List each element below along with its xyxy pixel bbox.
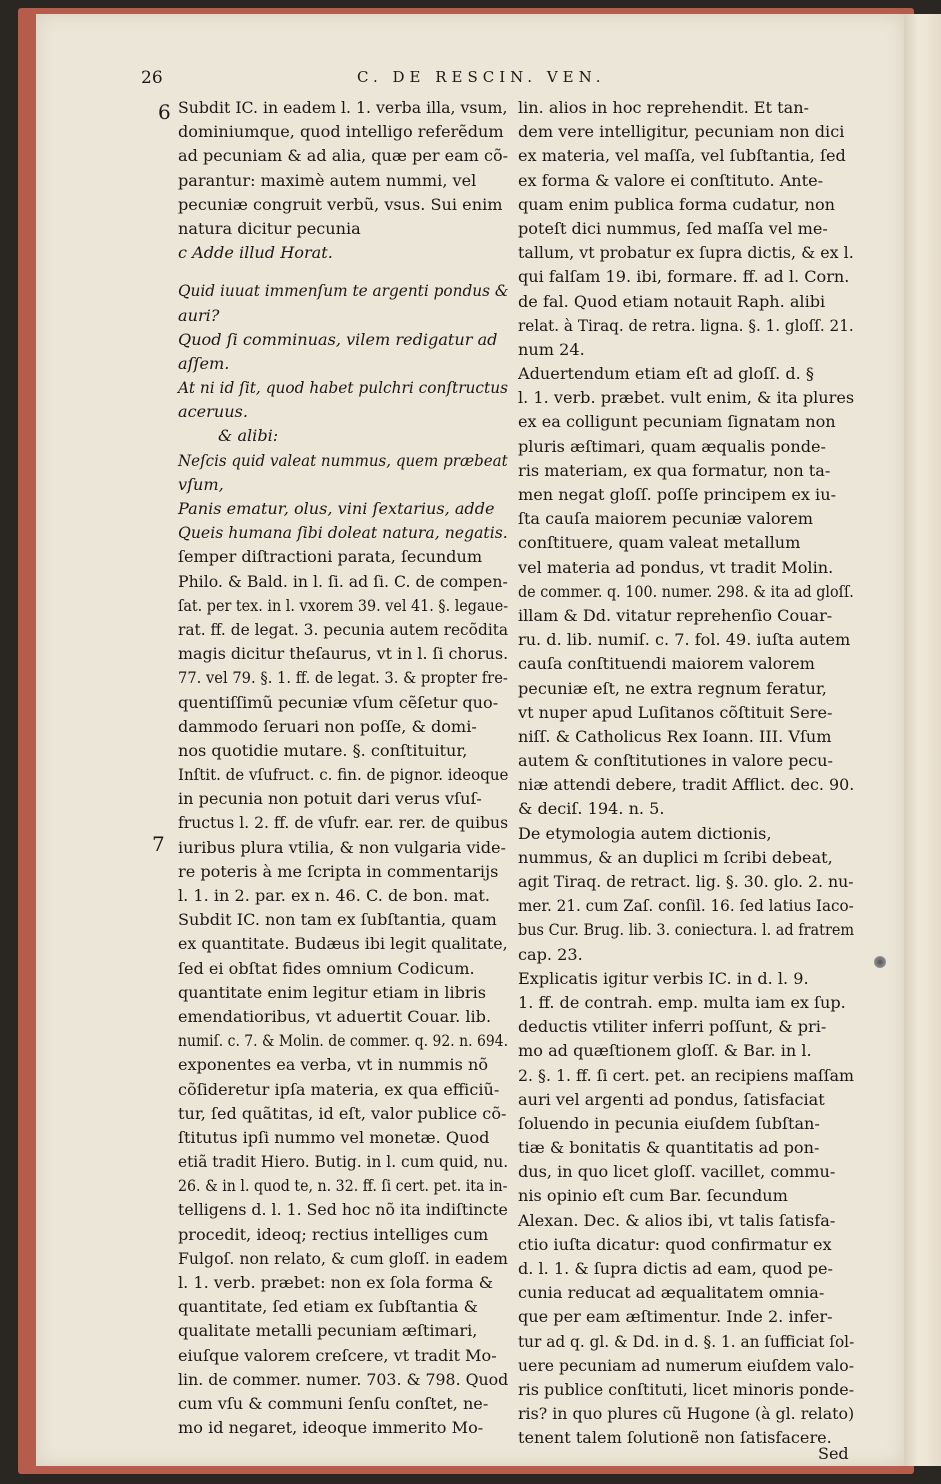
text-line: parantur: maximè autem nummi, vel — [178, 170, 477, 190]
text-line: cap. 23. — [518, 944, 583, 964]
text-line: ex ea colligunt pecuniam ſignatam non — [518, 412, 836, 432]
text-line: pecuniæ congruit verbũ, vsus. Sui enim — [178, 194, 503, 214]
text-line: l. 1. verb. præbet: non ex ſola forma & — [178, 1273, 494, 1292]
text-line: l. 1. in 2. par. ex n. 46. C. de bon. mat. — [178, 886, 490, 905]
text-line: Panis ematur, olus, vini ſextarius, adde — [178, 499, 495, 518]
text-line: rat. ff. de legat. 3. pecunia autem recõdita — [178, 619, 509, 639]
text-line: tur ad q. gl. & Dd. in d. §. 1. an ſufficiat ſol- — [518, 1331, 855, 1351]
paragraph-number-6: 6 — [158, 100, 171, 124]
facing-page-edge — [904, 14, 941, 1466]
text-line: deductis vtiliter inferri poſſunt, & pri- — [518, 1017, 827, 1037]
text-line: que per eam æſtimentur. Inde 2. infer- — [518, 1307, 833, 1327]
text-line: autem & conſtitutiones in valore pecu- — [518, 751, 833, 771]
text-line: illam & Dd. vitatur reprehenſio Couar- — [518, 605, 833, 625]
text-line: ſta cauſa maiorem pecuniæ valorem — [518, 509, 814, 529]
text-line: quentiſſimũ pecuniæ vſum cẽſetur quo- — [178, 692, 499, 712]
text-line: aſſem. — [178, 353, 230, 373]
text-line: iuribus plura vtilia, & non vulgaria vide- — [178, 837, 506, 857]
text-line: dem vere intelligitur, pecuniam non dici — [518, 122, 845, 142]
text-line: Quod ſi comminuas, vilem redigatur ad — [178, 329, 498, 349]
text-line: lin. de commer. numer. 703. & 798. Quod — [178, 1369, 509, 1389]
text-line: Philo. & Bald. in l. ſi. ad ſi. C. de compen- — [178, 571, 508, 591]
text-line: quantitate, ſed etiam ex ſubſtantia & — [178, 1297, 478, 1317]
text-line: 26. & in l. quod te, n. 32. ff. ſi cert. pet. ita in- — [178, 1176, 508, 1196]
text-line: num 24. — [518, 339, 585, 359]
text-line: exponentes ea verba, vt in nummis nõ — [178, 1055, 489, 1075]
catchword: Sed — [818, 1444, 849, 1463]
text-line: Inſtit. de vſufruct. c. fin. de pignor. ideoque — [178, 765, 509, 785]
text-line: uere pecuniam ad numerum eiuſdem valo- — [518, 1355, 855, 1375]
text-line: nos quotidie mutare. §. conſtituitur, — [178, 740, 468, 760]
text-line: lin. alios in hoc reprehendit. Et tan- — [518, 98, 809, 117]
text-line: numiſ. c. 7. & Molin. de commer. q. 92. n. 694. — [178, 1031, 509, 1051]
text-line: telligens d. l. 1. Sed hoc nõ ita indiſtincte — [178, 1200, 508, 1220]
text-line: fructus l. 2. ff. de vſufr. ear. rer. de quibus — [178, 813, 509, 833]
text-line: c Adde illud Horat. — [178, 243, 333, 263]
right-column — [518, 96, 854, 1451]
text-line: l. 1. verb. præbet. vult enim, & ita plures — [518, 388, 855, 408]
text-line: d. l. 1. & ſupra dictis ad eam, quod pe- — [518, 1259, 833, 1278]
text-line: qualitate metalli pecuniam æſtimari, — [178, 1321, 478, 1341]
text-line: men negat gloſſ. poſſe principem ex iu- — [518, 485, 837, 504]
text-line: de fal. Quod etiam notauit Raph. alibi — [518, 291, 826, 311]
text-line: ſoluendo in pecunia eiuſdem ſubſtan- — [518, 1113, 820, 1133]
text-line: cauſa conſtituendi maiorem valorem — [518, 654, 815, 674]
text-line: tiæ & bonitatis & quantitatis ad pon- — [518, 1138, 820, 1158]
text-line: 77. vel 79. §. 1. ff. de legat. 3. & propter fre- — [178, 668, 508, 688]
text-line: dammodo ſeruari non poſſe, & domi- — [178, 716, 477, 736]
text-line: & deciſ. 194. n. 5. — [518, 799, 665, 819]
paragraph-number-7: 7 — [152, 832, 165, 856]
text-line: Aduertendum etiam eſt ad gloſſ. d. § — [518, 364, 814, 384]
text-line: nummus, & an duplici m ſcribi debeat, — [518, 847, 833, 867]
text-line: nis opinio eſt cum Bar. ſecundum — [518, 1186, 788, 1206]
text-line: conſtituere, quam valeat metallum — [518, 533, 801, 553]
left-column — [178, 96, 508, 1440]
text-line: mo id negaret, ideoque immerito Mo- — [178, 1418, 484, 1438]
text-line: ex materia, vel maſſa, vel ſubſtantia, ſed — [518, 146, 846, 166]
text-line: tenent talem ſolutionẽ non ſatisfacere. — [518, 1428, 832, 1448]
text-line: vt nuper apud Luſitanos cõſtituit Sere- — [518, 702, 833, 722]
text-line: mer. 21. cum Zaſ. conſil. 16. ſed latius Iaco- — [518, 896, 854, 916]
text-line: procedit, ideoq; rectius intelliges cum — [178, 1224, 489, 1244]
text-line: 2. §. 1. ff. ſi cert. pet. an recipiens maſſam — [518, 1065, 854, 1085]
text-line: Queis humana ſibi doleat natura, negatis. — [178, 523, 508, 543]
text-line: Explicatis igitur verbis IC. in d. l. 9. — [518, 968, 809, 988]
page-number: 26 — [141, 68, 163, 88]
text-line: bus Cur. Brug. lib. 3. coniectura. l. ad fratrem — [518, 920, 855, 940]
text-line: vel materia ad pondus, vt tradit Molin. — [518, 557, 834, 577]
text-line: Alexan. Dec. & alios ibi, vt talis ſatisfa- — [518, 1210, 836, 1230]
text-line: Quid iuuat immenſum te argenti pondus & — [178, 281, 509, 301]
text-line: poteſt dici nummus, ſed maſſa vel me- — [518, 218, 828, 238]
text-line: & alibi: — [218, 426, 279, 446]
text-line: in pecunia non potuit dari verus vſuſ- — [178, 789, 482, 809]
text-line: auri? — [178, 305, 220, 325]
text-line: niæ attendi debere, tradit Afflict. dec. 90. — [518, 775, 855, 795]
text-line: qui falſam 19. ibi, formare. ff. ad l. Corn. — [518, 267, 850, 287]
text-line: mo ad quæſtionem gloſſ. & Bar. in l. — [518, 1041, 812, 1061]
text-line: emendatioribus, vt aduertit Couar. lib. — [178, 1006, 492, 1026]
text-line: quantitate enim legitur etiam in libris — [178, 982, 487, 1002]
text-line: aceruus. — [178, 402, 248, 422]
text-line: pecuniæ eſt, ne extra regnum feratur, — [518, 678, 827, 698]
text-line: dus, in quo licet gloſſ. vacillet, commu- — [518, 1162, 836, 1182]
text-line: ru. d. lib. numiſ. c. 7. fol. 49. iuſta autem — [518, 630, 851, 650]
text-line: ſemper diſtractioni parata, ſecundum — [178, 547, 483, 567]
text-line: De etymologia autem dictionis, — [518, 823, 772, 843]
text-line: agit Tiraq. de retract. lig. §. 30. glo. 2. nu- — [518, 872, 854, 891]
text-line: tur, ſed quãtitas, id eſt, valor publice cõ- — [178, 1103, 507, 1123]
text-line: ſtitutus ipſi nummo vel monetæ. Quod — [178, 1127, 490, 1147]
text-line: ex forma & valore ei conſtituto. Ante- — [518, 170, 824, 190]
text-line: ris materiam, ex qua formatur, non ta- — [518, 460, 831, 480]
text-line: re poteris à me ſcripta in commentarijs — [178, 861, 499, 881]
text-line: de commer. q. 100. numer. 298. & ita ad gloſſ. — [518, 581, 854, 601]
text-line: ad pecuniam & ad alia, quæ per eam cõ- — [178, 146, 509, 166]
text-line: niſſ. & Catholicus Rex Ioann. III. Vſum — [518, 726, 832, 746]
text-line: ctio iuſta dicatur: quod confirmatur ex — [518, 1234, 832, 1254]
text-line: eiuſque valorem creſcere, vt tradit Mo- — [178, 1345, 497, 1365]
text-line: ex quantitate. Budæus ibi legit qualitate, — [178, 934, 508, 954]
text-line: ſed ei obſtat fides omnium Codicum. — [178, 958, 475, 978]
text-line: tallum, vt probatur ex ſupra dictis, & ex l. — [518, 243, 854, 263]
text-line: vſum, — [178, 474, 224, 494]
text-line: quam enim publica forma cudatur, non — [518, 194, 836, 214]
text-line: At ni id ſit, quod habet pulchri conſtructus — [178, 378, 508, 398]
text-line: ris publice conſtituti, licet minoris ponde- — [518, 1379, 855, 1399]
text-line: cum vſu & communi ſenſu conſtet, ne- — [178, 1393, 489, 1413]
running-title: C. DE RESCIN. VEN. — [357, 68, 606, 86]
text-line: Subdit IC. in eadem l. 1. verba illa, vsum, — [178, 98, 508, 117]
text-line: relat. à Tiraq. de retra. ligna. §. 1. gloſſ. 21. — [518, 315, 854, 335]
text-line: cõſideretur ipſa materia, ex qua efficiũ- — [178, 1079, 500, 1099]
text-line: dominiumque, quod intelligo referẽdum — [178, 122, 504, 142]
text-line: Fulgoſ. non relato, & cum gloſſ. in eadem — [178, 1248, 508, 1268]
text-line: ris? in quo plures cũ Hugone (à gl. relato) — [518, 1404, 855, 1424]
text-line: 1. ff. de contrah. emp. multa iam ex ſup. — [518, 992, 846, 1012]
text-line — [178, 265, 508, 279]
text-line: ſat. per tex. in l. vxorem 39. vel 41. §. legaue- — [178, 595, 509, 615]
paper-hole — [874, 956, 886, 968]
text-line: natura dicitur pecunia — [178, 218, 361, 238]
text-line: etiã tradit Hiero. Butig. in l. cum quid, nu. — [178, 1152, 509, 1172]
text-line: Neſcis quid valeat nummus, quem præbeat — [178, 450, 508, 470]
text-line: auri vel argenti ad pondus, ſatisfaciat — [518, 1089, 825, 1109]
text-line: Subdit IC. non tam ex ſubſtantia, quam — [178, 910, 497, 930]
text-line: pluris æſtimari, quam æqualis ponde- — [518, 436, 826, 456]
text-line: magis dicitur theſaurus, vt in l. ſi chorus. — [178, 644, 509, 664]
text-line: cunia reducat ad æqualitatem omnia- — [518, 1283, 825, 1303]
